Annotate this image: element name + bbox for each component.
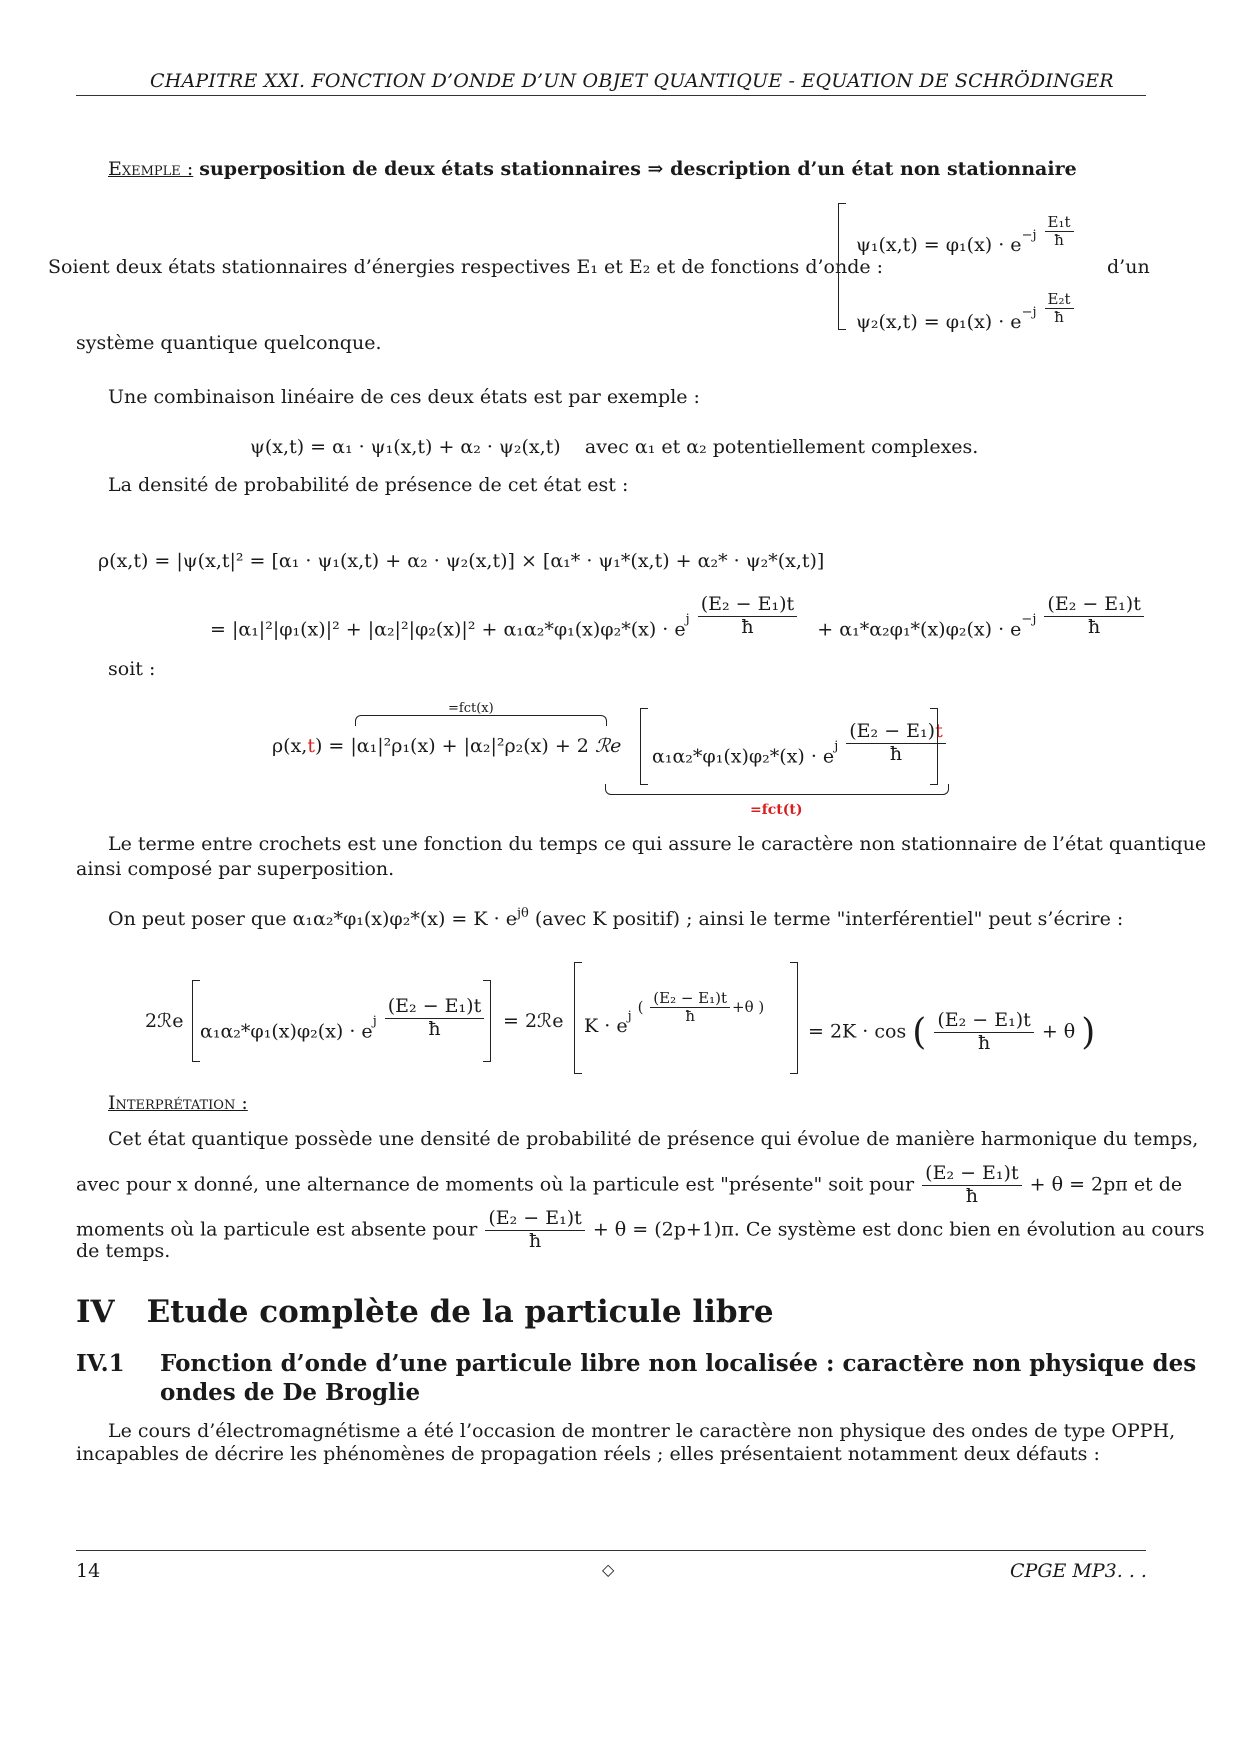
interpretation-label: Interprétation :	[108, 1092, 248, 1114]
example-label: Exemple :	[108, 158, 194, 180]
footer-course: CPGE MP3. . .	[1010, 1560, 1147, 1582]
interp-line-2: avec pour x donné, une alternance de moments où la particule est "présente" soit pour $\frac{\text{(E₂ − E₁)t}}{ħ}$ + θ = 2pπ et de	[76, 1162, 1183, 1207]
brace-top	[355, 715, 607, 726]
density-intro: La densité de probabilité de présence de cet état est :	[108, 474, 629, 496]
footer-rule	[76, 1550, 1146, 1551]
eq3-middle: = 2ℛe	[503, 1010, 564, 1032]
subsection-title-1: Fonction d’onde d’une particule libre non localisée : caractère non physique des	[160, 1350, 1197, 1377]
example-heading	[108, 158, 1077, 180]
eq3-bracket-2l	[574, 962, 582, 1074]
eq3-inner-1: $\alpha_1\alpha_2*\varphi_1(x)\varphi_2(x) \cdot e^j$ $\frac{\text{(E₂ − E₁)t}}{ħ}$	[200, 1010, 486, 1055]
interp-line-4: de temps.	[76, 1240, 171, 1262]
section-heading: IV Etude complète de la particule libre	[76, 1294, 774, 1330]
header-rule	[76, 95, 1146, 96]
footer-diamond-icon: ◇	[602, 1560, 615, 1579]
rho-line-2: = $|\alpha_1|^2|\varphi_1(x)|^2 + |\alpha_2|^2|\varphi_2(x)|^2 + \alpha_1\alpha_2*\varphi_1(x)\varphi_2*(x) \cdot e^j$ $\frac{\text{(E₂ − E₁)t}}{ħ}$ + $\alpha_1*\alpha_2\varphi_1*(x)\varphi_2(x) \cdot e^{-j}$ $\frac{\text{(E₂ − E₁)t}}{ħ}$	[210, 608, 1146, 653]
system-bracket	[838, 203, 846, 330]
para-line-1: Le cours d’électromagnétisme a été l’occasion de montrer le caractère non physique des ondes de type OPPH,	[108, 1420, 1176, 1442]
eq3-inner-2: $K \cdot e^j$ $^{( \frac{\text{(E₂ − E₁)t}}{ħ} +\theta )}$	[584, 989, 765, 1037]
poser-line: On peut poser que $\alpha_1\alpha_2*\varphi_1(x)\varphi_2*(x) = K \cdot e^{j\theta}$ (avec K positif) ; ainsi le terme "interférentiel" peut s’écrire :	[108, 906, 1124, 930]
psi1-equation: $\psi_1(x,t) = \varphi_1(x) \cdot e^{-j}$ $\frac{\text{E₁t}}{ħ}$	[856, 228, 1076, 264]
eq3-bracket-2r	[790, 962, 798, 1074]
brace-bottom-label: =fct(t)	[750, 802, 803, 818]
psi2-equation: $\psi_2(x,t) = \varphi_1(x) \cdot e^{-j}$ $\frac{\text{E₂t}}{ħ}$	[856, 305, 1076, 341]
re-bracket-right	[930, 708, 938, 785]
eq3-left: 2ℛe	[145, 1010, 184, 1032]
interp-line-3: moments où la particule est absente pour $\frac{\text{(E₂ − E₁)t}}{ħ}$ + θ = (2p+1)π. Ce système est donc bien en évolution au cours	[76, 1207, 1205, 1252]
system-text: système quantique quelconque.	[76, 332, 382, 354]
rho-line-1: ρ(x,t) = |ψ(x,t|² = [α₁ · ψ₁(x,t) + α₂ · ψ₂(x,t)] × [α₁* · ψ₁*(x,t) + α₂* · ψ₂*(x,t)]	[98, 550, 825, 572]
para-line-2: incapables de décrire les phénomènes de propagation réels ; elles présentaient notamment deux défauts :	[76, 1443, 1100, 1465]
combination-intro: Une combinaison linéaire de ces deux états est par exemple :	[108, 386, 700, 408]
page-number: 14	[76, 1560, 101, 1582]
soit-text: soit :	[108, 658, 156, 680]
crochets-line-2: ainsi composé par superposition.	[76, 858, 395, 880]
interp-line-1: Cet état quantique possède une densité de probabilité de présence qui évolue de manière harmonique du temps,	[108, 1128, 1199, 1150]
brace-top-label: =fct(x)	[448, 701, 494, 716]
rho-decomposed: ρ(x,t) = |α₁|²ρ₁(x) + |α₂|²ρ₂(x) + 2 ℛe	[272, 735, 622, 757]
subsection-title-2: ondes de De Broglie	[160, 1379, 421, 1406]
crochets-line-1: Le terme entre crochets est une fonction du temps ce qui assure le caractère non stationnaire de l’état quantique	[108, 833, 1207, 855]
subsection-num: IV.1	[76, 1350, 125, 1377]
dun-text: d’un	[1107, 256, 1150, 278]
intro-text: Soient deux états stationnaires d’énergies respectives E₁ et E₂ et de fonctions d’onde :	[48, 256, 884, 278]
re-inner: $\alpha_1\alpha_2*\varphi_1(x)\varphi_2*(x) \cdot e^j$ $\frac{\text{(E₂ − E₁)t}}{ħ}$	[652, 735, 948, 780]
combination-equation: ψ(x,t) = α₁ · ψ₁(x,t) + α₂ · ψ₂(x,t) avec α₁ et α₂ potentiellement complexes.	[250, 436, 979, 458]
example-title: superposition de deux états stationnaires ⇒ description d’un état non stationnaire	[199, 158, 1077, 180]
eq3-bracket-1l	[192, 980, 200, 1062]
eq3-right: = 2K · cos ( $\frac{\text{(E₂ − E₁)t}}{ħ}$ + θ )	[808, 1009, 1096, 1054]
eq3-bracket-1r	[483, 980, 491, 1062]
running-header: CHAPITRE XXI. FONCTION D’ONDE D’UN OBJET QUANTIQUE - EQUATION DE SCHRÖDINGER	[150, 70, 1114, 92]
brace-bottom	[605, 784, 949, 795]
re-bracket-left	[640, 708, 648, 785]
